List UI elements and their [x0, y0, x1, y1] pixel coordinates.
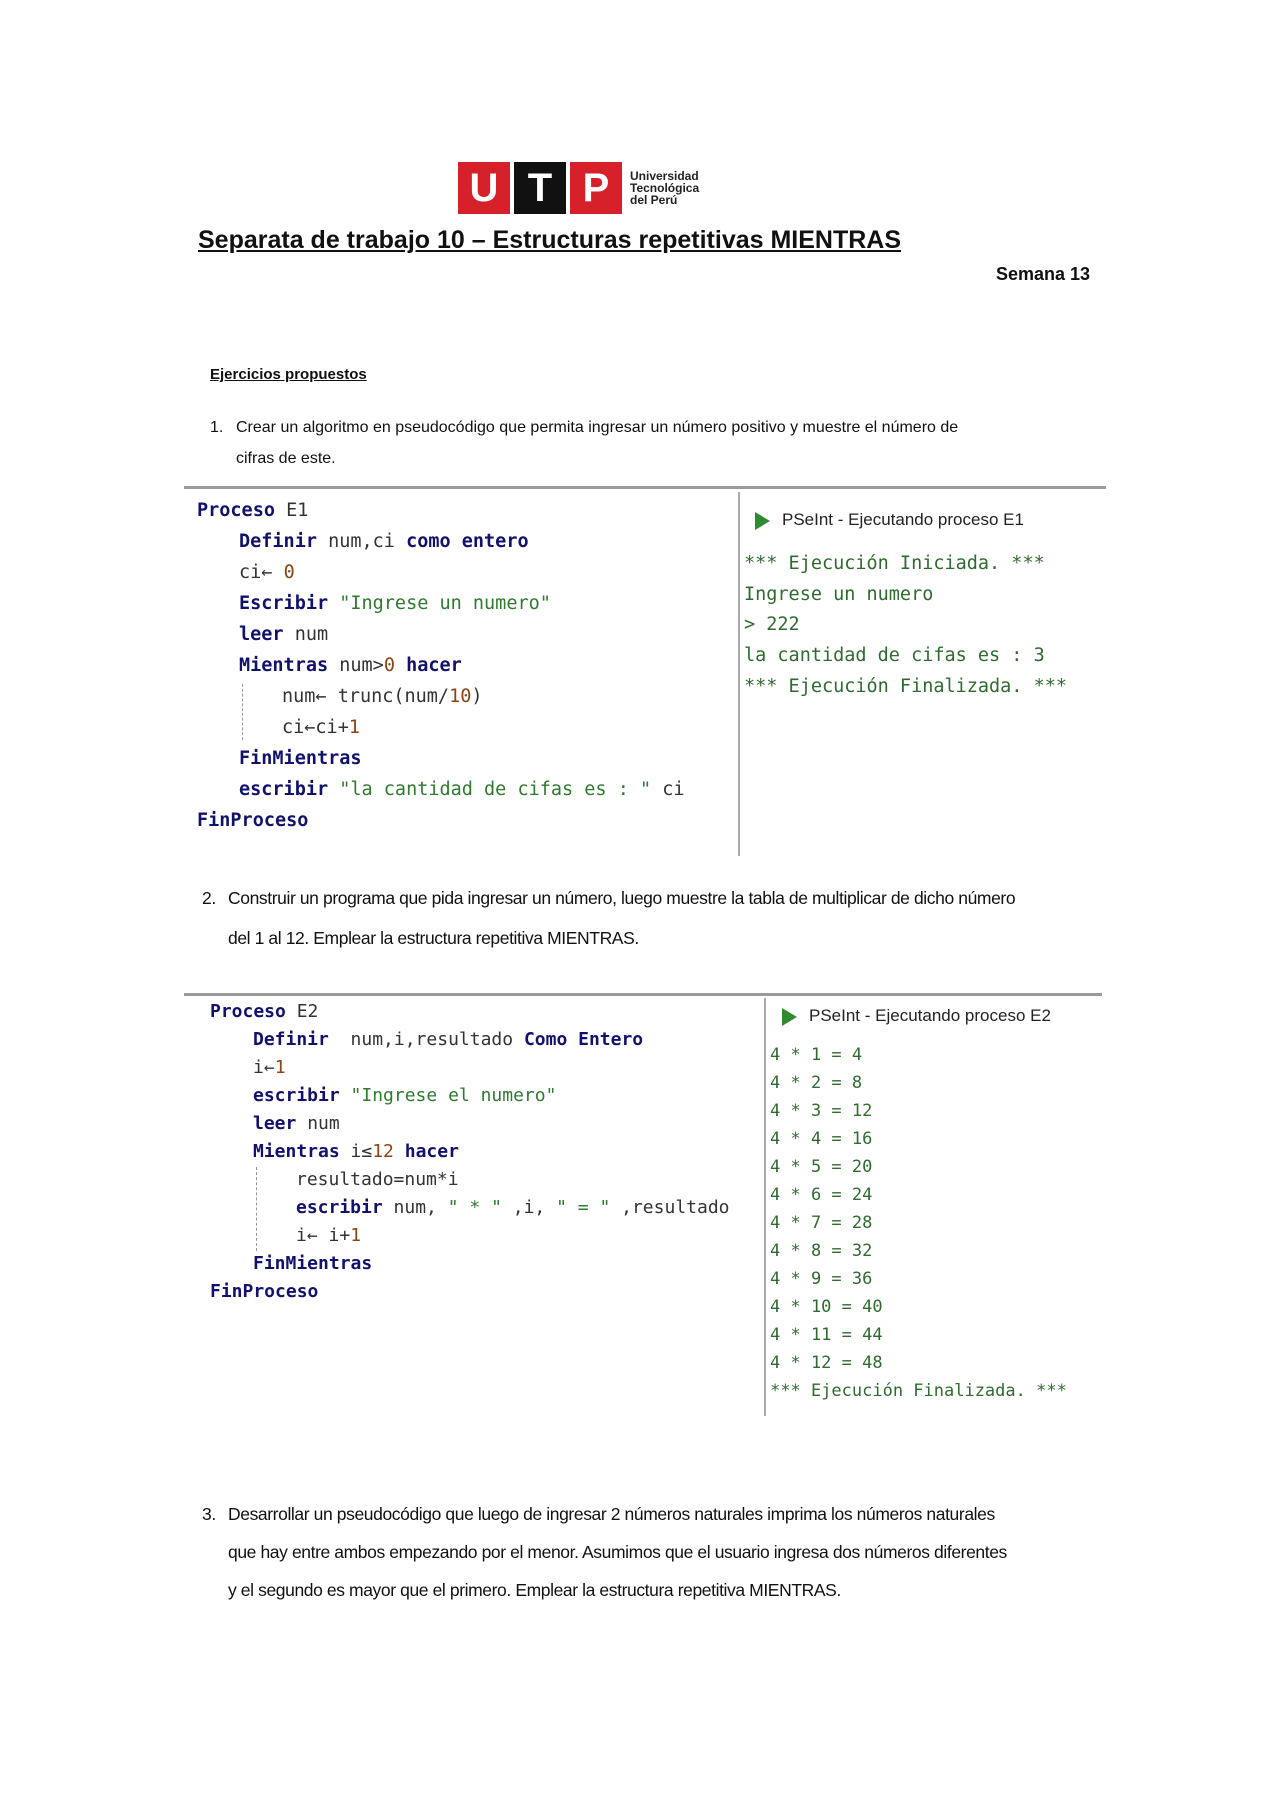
- code-text: E1: [274, 500, 309, 521]
- keyword: Definir: [253, 1029, 329, 1050]
- code-text: ci: [651, 779, 685, 800]
- code-line: [210, 1281, 318, 1302]
- keyword: como entero: [406, 531, 529, 552]
- exercise-text: Desarrollar un pseudocódigo que luego de ingresar 2 números naturales imprima los números naturales: [228, 1504, 995, 1524]
- code-text: num,: [382, 1197, 448, 1218]
- console-line: 4 * 1 = 4: [770, 1045, 863, 1065]
- keyword: Mientras: [239, 655, 329, 676]
- number-literal: 0: [383, 655, 395, 676]
- logo-letter-p: P: [570, 162, 622, 214]
- panel-divider: [738, 492, 740, 856]
- code-line: [253, 1113, 340, 1134]
- string-literal: "Ingrese un numero": [328, 593, 551, 614]
- console-line: 4 * 4 = 16: [770, 1129, 873, 1149]
- console-line: 4 * 3 = 12: [770, 1101, 873, 1121]
- keyword: leer: [253, 1113, 297, 1134]
- code-text: i←: [253, 1057, 275, 1078]
- console-line: 4 * 11 = 44: [770, 1325, 883, 1345]
- code-line: [239, 593, 551, 614]
- code-line: [282, 686, 483, 707]
- console-line: 4 * 2 = 8: [770, 1073, 863, 1093]
- keyword: Definir: [239, 531, 317, 552]
- code-line: [197, 810, 308, 831]
- console-line: 4 * 7 = 28: [770, 1213, 873, 1233]
- code-line: [296, 1197, 730, 1218]
- code-line: [253, 1253, 372, 1274]
- exercise-text: que hay entre ambos empezando por el menor. Asumimos que el usuario ingresa dos números diferentes: [228, 1542, 1007, 1562]
- play-icon: [755, 512, 770, 530]
- console-line: 4 * 5 = 20: [770, 1157, 873, 1177]
- console-line: Ingrese un numero: [744, 584, 934, 605]
- panel-top-rule: [184, 486, 1106, 489]
- code-text: num,ci: [316, 531, 407, 552]
- page-title: Separata de trabajo 10 – Estructuras repetitivas MIENTRAS: [198, 226, 902, 254]
- code-text: i← i+: [296, 1225, 351, 1246]
- code-line: [239, 779, 685, 800]
- number-literal: 12: [372, 1141, 394, 1162]
- console-line: *** Ejecución Finalizada. ***: [770, 1381, 1067, 1401]
- code-text: i≤: [339, 1141, 373, 1162]
- console-line: 4 * 8 = 32: [770, 1241, 873, 1261]
- console-title-text: PSeInt - Ejecutando proceso E1: [782, 510, 1024, 529]
- exercise-1: [210, 412, 1095, 474]
- block-guide: [242, 684, 243, 740]
- exercise-text: Construir un programa que pida ingresar un número, luego muestre la tabla de multiplicar de dicho número: [228, 888, 1016, 908]
- exercise-number: 1.: [210, 419, 224, 436]
- code-line: [239, 624, 328, 645]
- console-line: 4 * 6 = 24: [770, 1185, 873, 1205]
- keyword: escribir: [253, 1085, 340, 1106]
- keyword: FinProceso: [210, 1281, 319, 1302]
- code-line: [282, 717, 360, 738]
- keyword: Como Entero: [523, 1029, 644, 1050]
- exercise-text: del 1 al 12. Emplear la estructura repetitiva MIENTRAS.: [228, 928, 639, 948]
- keyword: escribir: [239, 779, 329, 800]
- code-text: ): [471, 686, 483, 707]
- code-text: ci←: [239, 562, 284, 583]
- console-line: *** Ejecución Finalizada. ***: [744, 676, 1068, 697]
- week-label: Semana 13: [995, 264, 1090, 284]
- string-literal: " * ": [447, 1197, 502, 1218]
- keyword: Proceso: [210, 1001, 286, 1022]
- keyword: escribir: [296, 1197, 383, 1218]
- console-title-e2: [782, 1006, 1051, 1026]
- keyword: FinMientras: [253, 1253, 373, 1274]
- console-line: 4 * 12 = 48: [770, 1353, 883, 1373]
- string-literal: " = ": [556, 1197, 611, 1218]
- keyword: FinMientras: [239, 748, 362, 769]
- block-guide: [256, 1167, 257, 1251]
- console-line: 4 * 10 = 40: [770, 1297, 883, 1317]
- number-literal: 1: [350, 1225, 362, 1246]
- logo-letter-u: U: [458, 162, 510, 214]
- logo-text-line: del Perú: [630, 193, 678, 207]
- code-text: num,i,resultado: [328, 1029, 524, 1050]
- keyword: leer: [239, 624, 284, 645]
- code-line: [239, 748, 362, 769]
- code-line: [253, 1085, 556, 1106]
- console-line: > 222: [744, 614, 800, 635]
- exercise-number: 3.: [202, 1504, 216, 1524]
- logo-text-line: Universidad: [630, 169, 699, 183]
- panel-top-rule: [184, 993, 1102, 996]
- exercise-text: cifras de este.: [236, 450, 336, 467]
- section-title: Ejercicios propuestos: [210, 366, 367, 383]
- logo-letter-t: T: [514, 162, 566, 214]
- keyword: Mientras: [253, 1141, 340, 1162]
- logo-text: [630, 170, 699, 206]
- console-line: la cantidad de cifas es : 3: [744, 645, 1045, 666]
- code-text: resultado=num*i: [296, 1169, 459, 1190]
- exercise-number: 2.: [202, 888, 216, 908]
- exercise-2: [202, 878, 1102, 958]
- code-text: ,i,: [501, 1197, 557, 1218]
- code-line: [253, 1057, 286, 1078]
- code-line: [239, 655, 462, 676]
- code-text: ci←ci+: [282, 717, 349, 738]
- console-title-e1: [755, 510, 1024, 530]
- number-literal: 1: [274, 1057, 286, 1078]
- string-literal: "la cantidad de cifas es : ": [328, 779, 652, 800]
- keyword: FinProceso: [197, 810, 309, 831]
- code-text: ,resultado: [610, 1197, 730, 1218]
- keyword: hacer: [394, 655, 462, 676]
- console-title-text: PSeInt - Ejecutando proceso E2: [809, 1006, 1051, 1025]
- code-line: [239, 562, 295, 583]
- exercise-text: Crear un algoritmo en pseudocódigo que permita ingresar un número positivo y muestre el número de: [236, 419, 959, 436]
- code-text: num: [296, 1113, 340, 1134]
- code-line: [210, 1001, 318, 1022]
- keyword: Proceso: [197, 500, 275, 521]
- code-line: [253, 1141, 459, 1162]
- exercise-text: y el segundo es mayor que el primero. Emplear la estructura repetitiva MIENTRAS.: [228, 1580, 841, 1600]
- number-literal: 1: [348, 717, 360, 738]
- logo-text-line: Tecnológica: [630, 181, 700, 195]
- keyword: Escribir: [239, 593, 329, 614]
- code-text: num>: [328, 655, 384, 676]
- code-line: [296, 1169, 459, 1190]
- code-line: [253, 1029, 643, 1050]
- panel-divider: [764, 998, 766, 1416]
- string-literal: "Ingrese el numero": [339, 1085, 557, 1106]
- exercise-3: [202, 1495, 1102, 1609]
- keyword: hacer: [393, 1141, 459, 1162]
- code-line: [197, 500, 308, 521]
- code-line: [239, 531, 529, 552]
- number-literal: 10: [449, 686, 472, 707]
- number-literal: 0: [283, 562, 295, 583]
- console-line: *** Ejecución Iniciada. ***: [744, 553, 1045, 574]
- code-text: num: [283, 624, 329, 645]
- console-line: 4 * 9 = 36: [770, 1269, 873, 1289]
- code-text: E2: [285, 1001, 319, 1022]
- code-line: [296, 1225, 361, 1246]
- code-text: num← trunc(num/: [282, 686, 450, 707]
- utp-logo: [458, 162, 699, 214]
- play-icon: [782, 1008, 797, 1026]
